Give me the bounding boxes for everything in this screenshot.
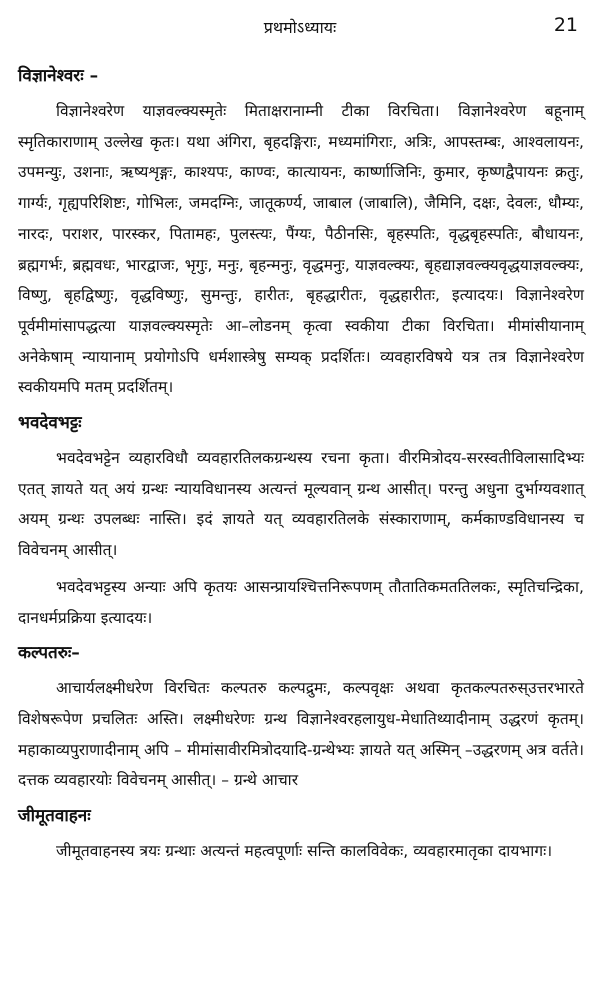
section-heading: कल्पतरुः– xyxy=(18,643,80,664)
paragraph: विज्ञानेश्वरेण याज्ञवल्क्यस्मृतेः मिताक्षरानाम्नी टीका विरचिता। विज्ञानेश्वरेण बहूनाम् स्मृतिकाराणाम् उल्लेख कृतः। यथा अंगिरा, बृहदङ्गिराः, मध्यमांगिराः, अत्रिः, आपस्तम्बः, आश्वलायनः, उपमन्युः, उशनाः, ऋष्यशृङ्गः, काश्यपः, काण्वः, कात्यायनः, कार्ष्णाजिनिः, कुमार, कृष्णद्वैपायनः क्रतुः, गार्ग्यः, गृह्यपरिशिष्टः, गोभिलः, जमदग्निः, जातूकर्ण्य, जाबाल (जाबालि), जैमिनि, दक्षः, देवलः, धौम्यः, नारदः, पराशर, पारस्कर, पितामहः, पुलस्त्यः, पैंग्यः, पैठीनसिः, बृहस्पतिः, वृद्धबृहस्पतिः, बौधायनः, ब्रह्मगर्भः, ब्रह्मवधः, भारद्वाजः, भृगुः, मनुः, बृहन्मनुः, वृद्धमनुः, याज्ञवल्क्यः, बृहद्याज्ञवल्क्यवृद्धयाज्ञवल्क्यः, विष्णु, बृहद्विष्णुः, वृद्धविष्णुः, सुमन्तुः, हारीतः, बृहद्धारीतः, वृद्धहारीतः, इत्यादयः। विज्ञानेश्वरेण पूर्वमीमांसापद्धत्या याज्ञवल्क्यस्मृतेः आ–लोडनम् कृत्वा स्वकीया टीका विरचिता। मीमांसीयानाम् अनेकेषाम् न्यायानाम् प्रयोगोऽपि धर्मशास्त्रेषु सम्यक् प्रदर्शितः। व्यवहारविषये यत्र तत्र विज्ञानेश्वरेण स्वकीयमपि मतम् प्रदर्शितम्। xyxy=(18,102,584,397)
page-number: 21 xyxy=(553,14,578,36)
section-vijnaneshvara xyxy=(18,62,584,403)
paragraph: भवदेवभट्टस्य अन्याः अपि कृतयः आसन्प्रायश्चित्तनिरूपणम् तौतातिकमततिलकः, स्मृतिचन्द्रिका, दानधर्मप्रक्रिया इत्यादयः। xyxy=(18,577,584,627)
section-heading: भवदेवभट्टः xyxy=(18,413,82,434)
page-content xyxy=(18,62,584,873)
paragraph: आचार्यलक्ष्मीधरेण विरचितः कल्पतरु कल्पद्रुमः, कल्पवृक्षः अथवा कृतकल्पतरुस्उत्तरभारते विशेषरूपेण प्रचलितः अस्ति। लक्ष्मीधरेणः ग्रन्थ विज्ञानेश्वरहलायुध-मेधातिथ्यादीनाम् उद्धरणं कृतम्। महाकाव्यपुराणादीनाम् अपि – मीमांसावीरमित्रोदयादि-ग्रन्थेभ्यः ज्ञायते यत् अस्मिन् –उद्धरणम् अत्र वर्तते। दत्तक व्यवहारयोः विवेचनम् आसीत्। – ग्रन्थे आचार xyxy=(18,679,584,790)
section-heading: विज्ञानेश्वरः – xyxy=(18,66,99,86)
paragraph: जीमूतवाहनस्य त्रयः ग्रन्थाः अत्यन्तं महत्वपूर्णाः सन्ति कालविवेकः, व्यवहारमातृका दायभागः। xyxy=(56,842,553,861)
section-heading: जीमूतवाहनः xyxy=(18,806,91,827)
paragraph: भवदेवभट्टेन व्यहारविधौ व्यवहारतिलकग्रन्थस्य रचना कृता। वीरमित्रोदय-सरस्वतीविलासादिभ्यः एतत् ज्ञायते यत् अयं ग्रन्थः न्यायविधानस्य अत्यन्तं मूल्यवान् ग्रन्थ आसीत्। परन्तु अधुना दुर्भाग्यवशात् अयम् ग्रन्थः उपलब्धः नास्ति। इदं ज्ञायते यत् व्यवहारतिलके संस्काराणाम्, कर्मकाण्डविधानस्य च विवेचनम् आसीत्। xyxy=(18,449,584,560)
section-kalpataru xyxy=(18,639,584,796)
section-jimutavahana xyxy=(18,802,584,867)
section-bhavadevabhatta xyxy=(18,409,584,633)
chapter-running-head: प्रथमोऽध्यायः xyxy=(263,18,337,37)
